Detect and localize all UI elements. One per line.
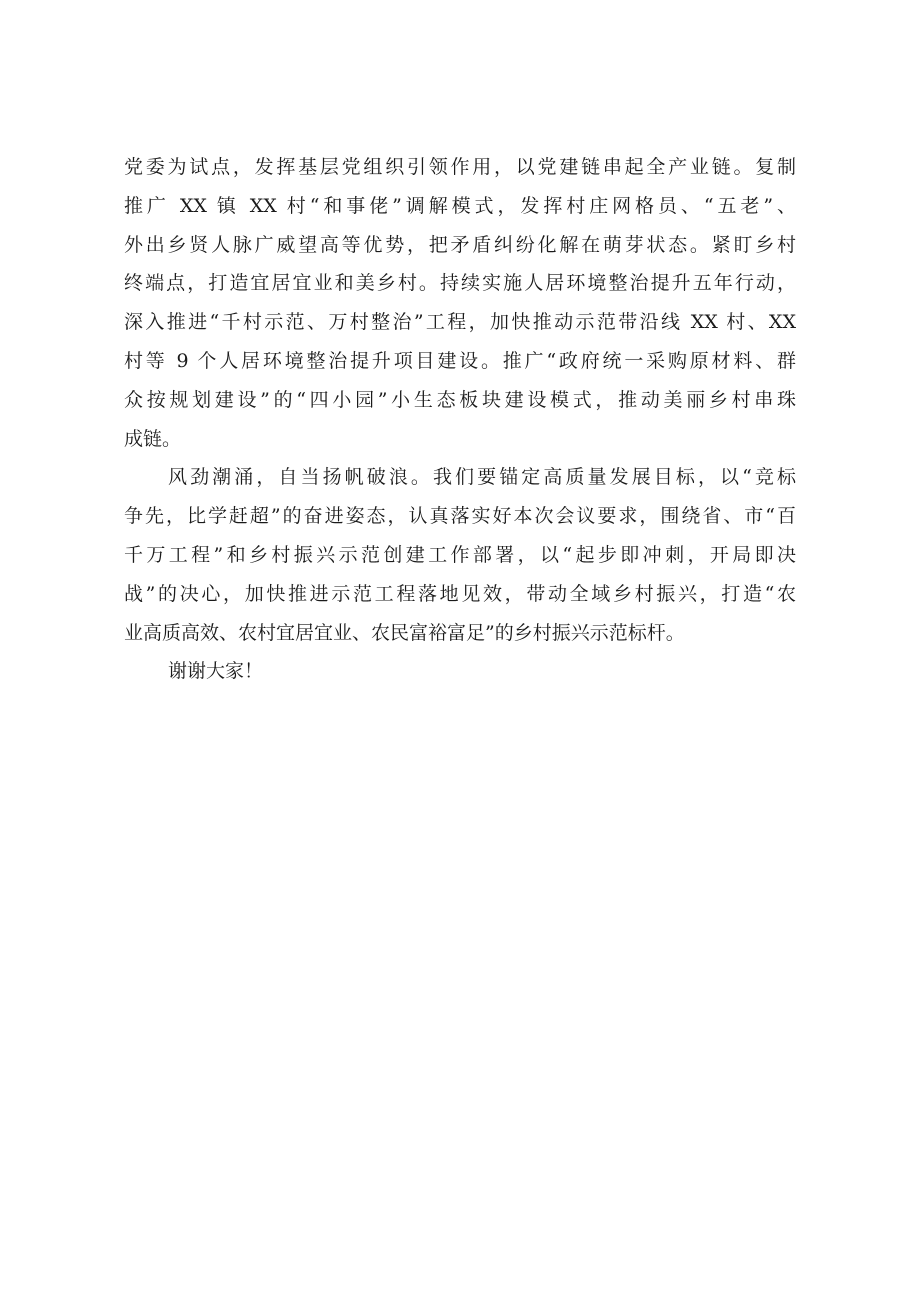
text-line: 推广 XX 镇 XX 村“和事佬”调解模式，发挥村庄网格员、“五老”、 bbox=[124, 194, 796, 217]
text-line: 争先，比学赶超”的奋进姿态，认真落实好本次会议要求，围绕省、市“百 bbox=[124, 505, 796, 528]
text-line: 风劲潮涌，自当扬帆破浪。我们要锚定高质量发展目标，以“竞标 bbox=[168, 466, 796, 489]
text-line: 深入推进“千村示范、万村整治”工程，加快推动示范带沿线 XX 村、XX bbox=[124, 311, 796, 334]
text-line: 终端点，打造宜居宜业和美乡村。持续实施人居环境整治提升五年行动， bbox=[124, 272, 796, 295]
text-line: 外出乡贤人脉广威望高等优势，把矛盾纠纷化解在萌芽状态。紧盯乡村 bbox=[124, 233, 796, 256]
closing-line: 谢谢大家！ bbox=[168, 660, 264, 683]
text-line: 党委为试点，发挥基层党组织引领作用，以党建链串起全产业链。复制 bbox=[124, 156, 796, 178]
text-line: 村等 9 个人居环境整治提升项目建设。推广“政府统一采购原材料、群 bbox=[124, 349, 796, 372]
paragraph-2 bbox=[124, 458, 796, 652]
text-line: 战”的决心，加快推进示范工程落地见效，带动全域乡村振兴，打造“农 bbox=[124, 582, 796, 605]
text-line: 成链。 bbox=[124, 427, 182, 450]
text-line: 千万工程”和乡村振兴示范创建工作部署，以“起步即冲刺，开局即决 bbox=[124, 543, 796, 566]
paragraph-1 bbox=[124, 148, 796, 458]
text-line: 业高质高效、农村宜居宜业、农民富裕富足”的乡村振兴示范标杆。 bbox=[124, 621, 685, 644]
paragraph-closing bbox=[124, 652, 796, 691]
text-line: 众按规划建设”的“四小园”小生态板块建设模式，推动美丽乡村串珠 bbox=[124, 388, 796, 411]
document-body bbox=[124, 148, 796, 691]
